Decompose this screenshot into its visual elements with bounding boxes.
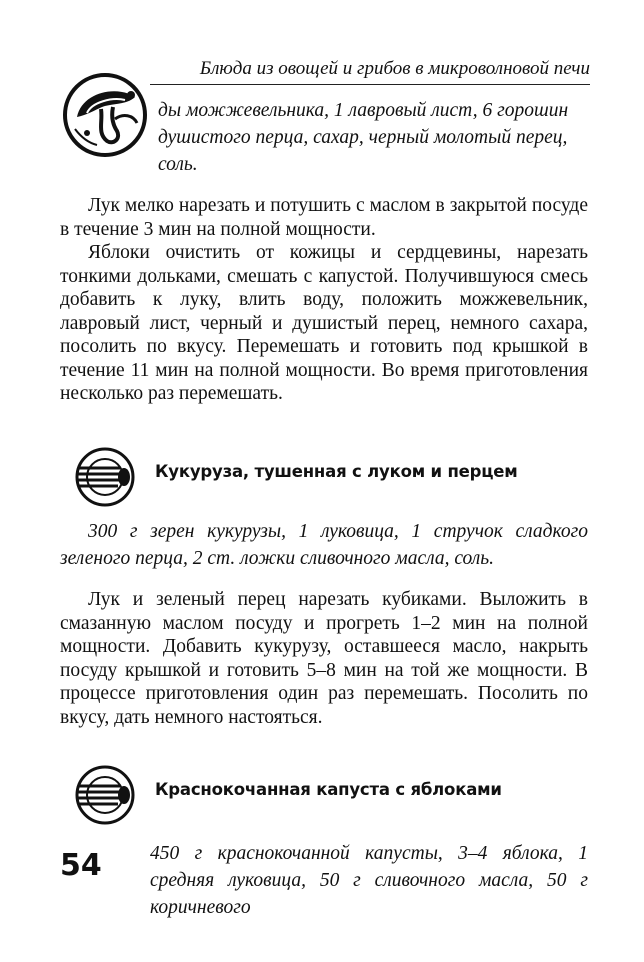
mushroom-sketch-icon	[57, 67, 157, 167]
page-number: 54	[60, 848, 102, 883]
section1-method	[60, 194, 588, 406]
recipe-ingredients: 300 г зерен кукурузы, 1 луковица, 1 стручок сладкого зеленого перца, 2 ст. ложки сливочного масла, соль.	[60, 521, 588, 569]
intro-ingredients-text: ды можжевельника, 1 лавровый лист, 6 горошин душистого перца, сахар, черный молотый перец, соль.	[158, 100, 569, 175]
method-paragraph: Лук мелко нарезать и потушить с маслом в закрытой посуде в течение 3 мин на полной мощности.	[60, 195, 588, 240]
fork-spoon-plate-icon	[74, 446, 136, 508]
recipe-method	[60, 588, 588, 729]
fork-spoon-plate-icon	[74, 764, 136, 826]
method-paragraph: Яблоки очистить от кожицы и сердцевины, нарезать тонкими дольками, смешать с капустой. Получившуюся смесь добавить к луку, влить воду, положить можжевельник, лавровый лист, черный и душистый перец, немного сахара, посолить по вкусу. Перемешать и готовить под крышкой в течение 11 мин на полной мощности. Во время приготовления несколько раз перемешать.	[60, 242, 588, 404]
recipe-ingredients: 450 г краснокочанной капусты, 3–4 яблока, 1 средняя луковица, 50 г сливочного масла, 50 г коричневого	[150, 843, 588, 918]
running-header: Блюда из овощей и грибов в микроволновой печи	[150, 58, 590, 85]
recipe-title: Кукуруза, тушенная с луком и перцем	[155, 462, 518, 481]
recipe-heading	[60, 764, 590, 824]
recipe-heading	[60, 446, 590, 506]
recipe-title: Краснокочанная капуста с яблоками	[155, 780, 502, 799]
method-paragraph: Лук и зеленый перец нарезать кубиками. Выложить в смазанную маслом посуду и прогреть 1–2 мин на полной мощности. Добавить кукурузу, оставшееся масло, накрыть посуду крышкой и готовить 5–8 мин на той же мощности. В процессе приготовления один раз перемешать. Посолить по вкусу, дать немного настояться.	[60, 589, 588, 728]
